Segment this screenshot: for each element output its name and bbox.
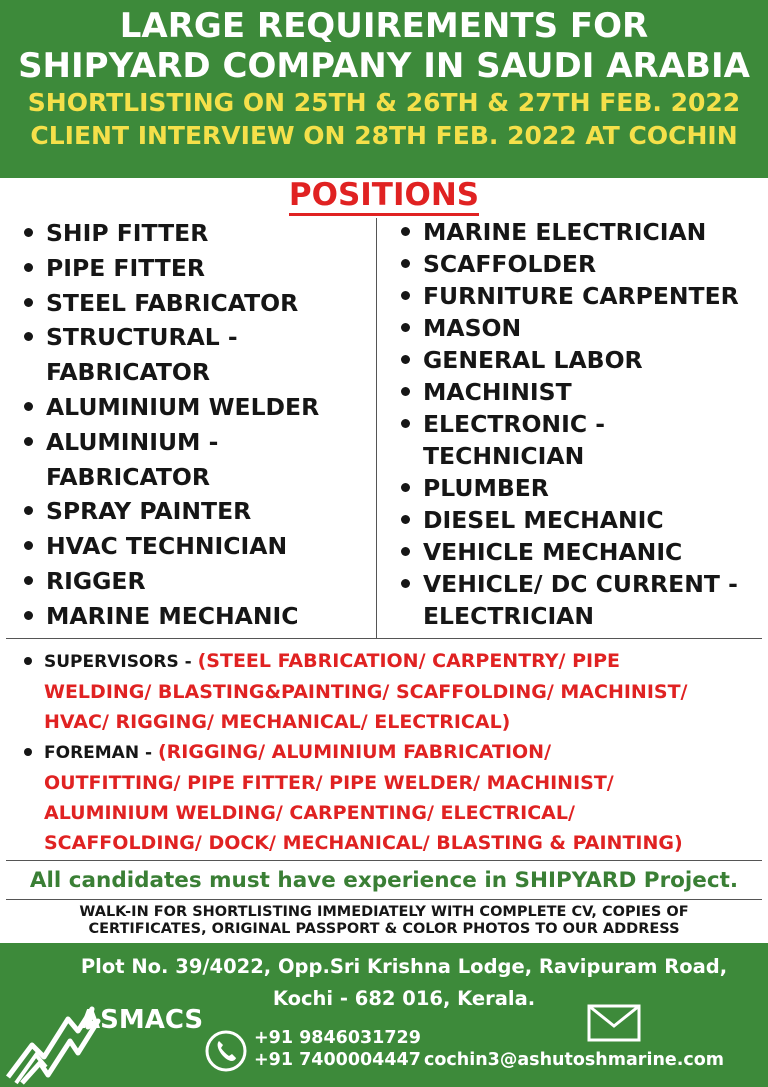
bullet-icon <box>401 323 410 332</box>
bullet-icon <box>24 263 33 272</box>
bullet-icon <box>24 541 33 550</box>
position-item: MACHINIST <box>397 376 762 408</box>
positions-right-list <box>397 216 762 632</box>
bullet-icon <box>24 611 33 620</box>
bullet-icon <box>24 748 32 756</box>
bullet-icon <box>401 291 410 300</box>
bullet-icon <box>24 228 33 237</box>
bullet-icon <box>401 483 410 492</box>
position-item: ALUMINIUM - <box>20 425 370 460</box>
position-item: PIPE FITTER <box>20 251 370 286</box>
bullet-icon <box>24 402 33 411</box>
bullet-icon <box>24 506 33 515</box>
footer-contact <box>0 943 768 1087</box>
company-logo-text: ASMACS <box>80 1005 204 1035</box>
position-item: SPRAY PAINTER <box>20 494 370 529</box>
supervisors-item-continued <box>20 677 750 707</box>
supervisors-item <box>20 646 750 677</box>
position-item-continued: FABRICATOR <box>46 462 211 491</box>
section-divider <box>6 899 762 900</box>
header-banner <box>0 0 768 178</box>
walkin-line2: CERTIFICATES, ORIGINAL PASSPORT & COLOR PHOTOS TO OUR ADDRESS <box>88 921 680 937</box>
position-item: ELECTRONIC - <box>397 408 762 440</box>
bullet-icon <box>401 515 410 524</box>
phone-numbers <box>254 1027 421 1071</box>
foreman-item <box>20 737 750 768</box>
position-item: FURNITURE CARPENTER <box>397 280 762 312</box>
bullet-icon <box>24 437 33 446</box>
address-line1: Plot No. 39/4022, Opp.Sri Krishna Lodge, Ravipuram Road, <box>80 955 728 978</box>
foreman-item-continued <box>20 768 750 798</box>
position-item: MARINE ELECTRICIAN <box>397 216 762 248</box>
section-divider <box>6 860 762 861</box>
bullet-icon <box>401 227 410 236</box>
position-item: PLUMBER <box>397 472 762 504</box>
supervisors-areas-line1: (STEEL FABRICATION/ CARPENTRY/ PIPE <box>197 650 620 672</box>
position-item: STEEL FABRICATOR <box>20 286 370 321</box>
section-divider <box>6 638 762 639</box>
foreman-item-continued <box>20 828 750 858</box>
position-item: SCAFFOLDER <box>397 248 762 280</box>
position-item: MASON <box>397 312 762 344</box>
position-item: VEHICLE MECHANIC <box>397 536 762 568</box>
supervisors-areas-line2: WELDING/ BLASTING&PAINTING/ SCAFFOLDING/ MACHINIST/ <box>44 681 688 703</box>
supervisors-areas-line3: HVAC/ RIGGING/ MECHANICAL/ ELECTRICAL) <box>44 711 511 733</box>
headline-line2: SHIPYARD COMPANY IN SAUDI ARABIA <box>18 46 750 86</box>
headline-line1: LARGE REQUIREMENTS FOR <box>119 6 649 46</box>
foreman-areas-line1: (RIGGING/ ALUMINIUM FABRICATION/ <box>157 741 552 763</box>
interview-date: CLIENT INTERVIEW ON 28TH FEB. 2022 AT COCHIN <box>30 121 738 150</box>
position-item: STRUCTURAL - <box>20 320 370 355</box>
bullet-icon <box>401 355 410 364</box>
experience-note: All candidates must have experience in SHIPYARD Project. <box>29 868 739 893</box>
phone-icon <box>204 1029 248 1073</box>
walkin-instructions <box>0 904 768 938</box>
foreman-areas-line4: SCAFFOLDING/ DOCK/ MECHANICAL/ BLASTING & PAINTING) <box>44 832 683 854</box>
bullet-icon <box>401 579 410 588</box>
position-item: MARINE MECHANIC <box>20 599 370 634</box>
position-item: VEHICLE/ DC CURRENT - <box>397 568 762 600</box>
position-item-continued: ELECTRICIAN <box>423 602 595 630</box>
bullet-icon <box>401 259 410 268</box>
position-item: SHIP FITTER <box>20 216 370 251</box>
shortlisting-dates: SHORTLISTING ON 25TH & 26TH & 27TH FEB. 2022 <box>27 88 741 117</box>
positions-left-list <box>20 216 370 634</box>
positions-heading <box>0 176 768 214</box>
supervisors-item-continued <box>20 707 750 737</box>
positions-heading-text: POSITIONS <box>289 177 479 216</box>
foreman-item-continued <box>20 798 750 828</box>
bullet-icon <box>24 657 32 665</box>
supervisors-label: SUPERVISORS - <box>44 652 198 672</box>
foreman-areas-line3: ALUMINIUM WELDING/ CARPENTING/ ELECTRICAL/ <box>44 802 575 824</box>
position-item: GENERAL LABOR <box>397 344 762 376</box>
email-address[interactable]: cochin3@ashutoshmarine.com <box>424 1050 725 1070</box>
position-item-continued: TECHNICIAN <box>423 442 585 470</box>
supervisory-roles <box>20 646 750 858</box>
phone-number-1[interactable]: +91 9846031729 <box>254 1028 421 1048</box>
mail-icon <box>586 1003 642 1043</box>
phone-number-2[interactable]: +91 7400004447 <box>254 1050 421 1070</box>
column-divider <box>376 218 377 638</box>
bullet-icon <box>24 332 33 341</box>
position-item-continued: FABRICATOR <box>46 358 211 387</box>
foreman-label: FOREMAN - <box>44 743 158 763</box>
position-item: HVAC TECHNICIAN <box>20 529 370 564</box>
position-item: ALUMINIUM WELDER <box>20 390 370 425</box>
bullet-icon <box>24 576 33 585</box>
bullet-icon <box>401 387 410 396</box>
position-item: DIESEL MECHANIC <box>397 504 762 536</box>
address-line2: Kochi - 682 016, Kerala. <box>272 987 536 1010</box>
walkin-line1: WALK-IN FOR SHORTLISTING IMMEDIATELY WITH COMPLETE CV, COPIES OF <box>79 904 689 920</box>
position-item: RIGGER <box>20 564 370 599</box>
bullet-icon <box>401 547 410 556</box>
bullet-icon <box>24 298 33 307</box>
foreman-areas-line2: OUTFITTING/ PIPE FITTER/ PIPE WELDER/ MACHINIST/ <box>44 772 614 794</box>
bullet-icon <box>401 419 410 428</box>
